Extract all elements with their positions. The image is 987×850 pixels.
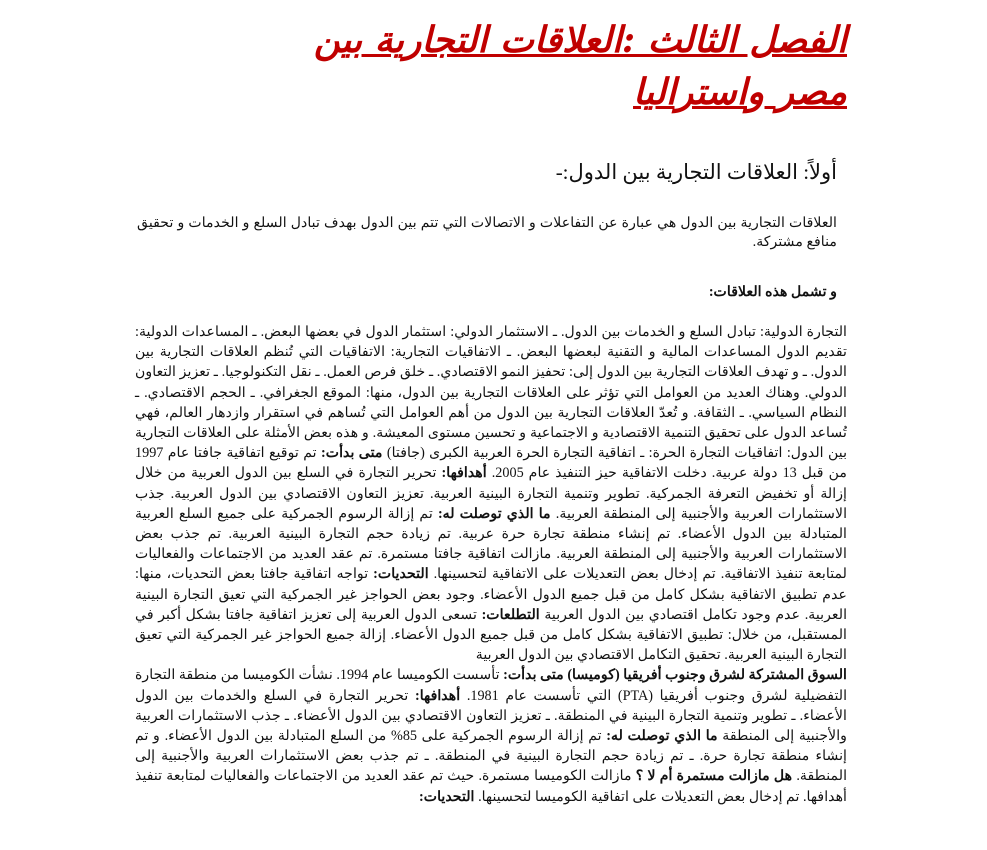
body-segment: التجارة الدولية: تبادل السلع و الخدمات بين الدول. ـ الاستثمار الدولي: استثمار الدول في بعضها البعض. ـ المساعدات الدولية: تقديم الدول المساعدات المالية و التقنية لبعضها البعض. ـ الاتفاقيات التجارية: الاتفاقيات التي تُنظم العلاقات التجارية بين الدول. ـ و تهدف العلاقات التجارية بين الدول إلى: تحفيز النمو الاقتصادي. ـ خلق فرص العمل. ـ نقل التكنولوجيا. ـ تعزيز التعاون الدولي. وهناك العديد من العوامل التي تؤثر على العلاقات التجارية بين الدول، منها: الموقع الجغرافي. ـ الحجم الاقتصادي. ـ النظام السياسي. ـ الثقافة. و تُعدّ العلاقات التجارية بين الدول من أهم العوامل التي تُساهم في استقرار وازدهار العالم، فهي تُساعد الدول على تحقيق التنمية الاقتصادية و الاجتماعية و تحسين مستوى المعيشة. و هذه بعض الأمثلة على العلاقات التجارية بين الدول: اتفاقيات التجارة الحرة: ـ اتفاقية التجارة الحرة العربية الكبرى (جافتا) <box>135 324 848 462</box>
gafta-paragraph <box>135 322 847 665</box>
comesa-title: السوق المشتركة لشرق وجنوب أفريقيا (كوميسا) متى بدأت: <box>503 667 848 684</box>
still-ongoing-label: هل مازالت مستمرة أم لا ؟ <box>635 768 793 785</box>
challenges-label: التحديات: <box>373 566 429 583</box>
achievements-label: ما الذي توصلت له: <box>606 728 718 745</box>
body-segment: تحرير التجارة في السلع والخدمات بين الدول الأعضاء. ـ تطوير وتنمية التجارة البينية في المنطقة. ـ تعزيز التعاون الاقتصادي بين الدول الأعضاء. ـ جذب الاستثمارات العربية والأجنبية إلى المنطقة <box>135 687 847 745</box>
goals-label: أهدافها: <box>415 687 461 704</box>
goals-label: أهدافها: <box>441 465 487 482</box>
achievements-label: ما الذي توصلت له: <box>437 505 551 522</box>
chapter-title: الفصل الثالث :العلاقات التجارية بين مصر واستراليا <box>313 19 847 113</box>
body-segment: مازالت الكوميسا مستمرة. حيث تم عقد العديد من الاجتماعات والفعاليات لمتابعة تنفيذ أهدافها. تم إدخال بعض التعديلات على اتفاقية الكوميسا لتحسينها. <box>135 768 847 805</box>
includes-heading: و تشمل هذه العلاقات: <box>708 284 837 300</box>
body-segment: تأسست الكوميسا عام 1994. نشأت الكوميسا من منطقة التجارة التفضيلية لشرق وجنوب أفريقيا (PTA) التي تأسست عام 1981. <box>135 667 848 704</box>
body-segment: تواجه اتفاقية جافتا بعض التحديات، منها: عدم تطبيق الاتفاقية بشكل كامل من قبل جميع الدول الأعضاء. وجود بعض الحواجز غير الجمركية التي تعيق التجارة البينية العربية. عدم وجود تكامل اقتصادي بين الدول العربية <box>135 566 848 623</box>
challenges-label: التحديات: <box>419 788 475 805</box>
aspirations-label: التطلعات: <box>481 606 540 623</box>
intro-paragraph: العلاقات التجارية بين الدول هي عبارة عن التفاعلات و الاتصالات التي تتم بين الدول بهدف تبادل السلع و الخدمات و تحقيق منافع مشتركة. <box>137 215 837 250</box>
when-started-label: متى بدأت: <box>320 445 383 462</box>
body-text <box>135 322 847 807</box>
body-segment: تحرير التجارة في السلع بين الدول العربية من خلال إزالة أو تخفيض التعرفة الجمركية. تطوير وتنمية التجارة البينية العربية. تعزيز التعاون الاقتصادي بين الدول العربية. جذب الاستثمارات العربية والأجنبية إلى المنطقة العربية. <box>135 465 848 522</box>
body-segment: تم توقيع اتفاقية جافتا عام 1997 من قبل 13 دولة عربية. دخلت الاتفاقية حيز التنفيذ عام 2005. <box>135 445 847 482</box>
comesa-paragraph <box>135 665 847 806</box>
body-segment: تم إزالة الرسوم الجمركية على جميع السلع العربية المتبادلة بين الدول الأعضاء. تم إنشاء منطقة تجارة حرة عربية. تم زيادة حجم التجارة البينية العربية. تم جذب بعض الاستثمارات العربية والأجنبية إلى المنطقة العربية. مازالت اتفاقية جافتا مستمرة. تم عقد العديد من الاجتماعات والفعاليات لمتابعة تنفيذ الاتفاقية. تم إدخال بعض التعديلات على الاتفاقية لتحسينها. <box>135 505 848 583</box>
body-segment: تسعى الدول العربية إلى تعزيز اتفاقية جافتا بشكل أكبر في المستقبل، من خلال: تطبيق الاتفاقية بشكل كامل من قبل جميع الدول الأعضاء. إزالة جميع الحواجز غير الجمركية التي تعيق التجارة البينية العربية. تحقيق التكامل الاقتصادي بين الدول العربية <box>135 606 847 664</box>
body-segment: تم إزالة الرسوم الجمركية على 85% من السلع المتبادلة بين الدول الأعضاء. و تم إنشاء منطقة تجارة حرة. ـ تم زيادة حجم التجارة البينية في المنطقة. ـ تم جذب بعض الاستثمارات العربية والأجنبية إلى المنطقة. <box>135 728 848 785</box>
section-heading: أولاً: العلاقات التجارية بين الدول:- <box>555 160 837 184</box>
